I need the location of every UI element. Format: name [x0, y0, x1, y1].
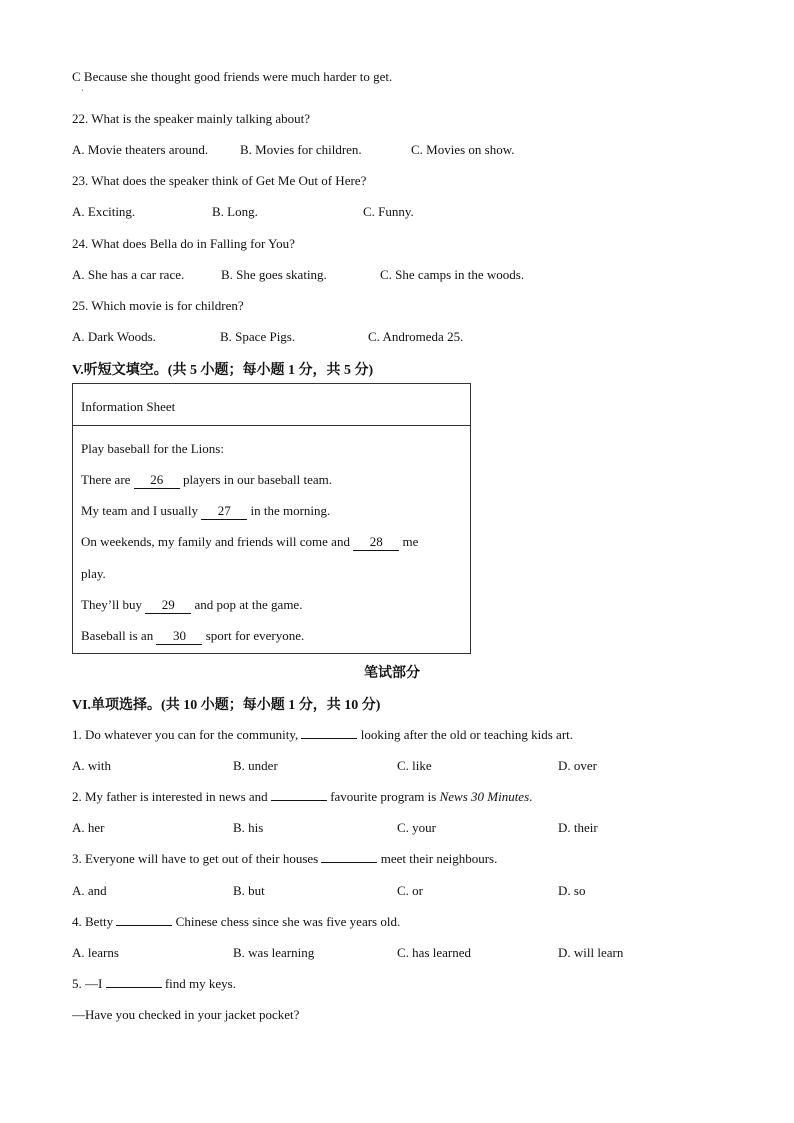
blank-27[interactable]: 27	[201, 503, 247, 520]
mc4-option-a: A. learns	[72, 945, 119, 960]
mc4-option-b: B. was learning	[233, 945, 315, 960]
blank-30[interactable]: 30	[156, 628, 202, 645]
mc4-option-c: C. has learned	[397, 945, 472, 960]
section-vi-heading: VI.单项选择。(共 10 小题；每小题 1 分，共 10 分)	[72, 698, 381, 713]
q24-option-b: B. She goes skating.	[221, 267, 327, 282]
mc3-option-a: A. and	[72, 883, 107, 898]
program-title: News 30 Minutes	[439, 789, 530, 804]
q22-option-b: B. Movies for children.	[240, 142, 362, 157]
q21-option-c: C Because she thought good friends were much harder to get.	[72, 69, 393, 84]
sheet-line-29: They’ll buy 29 and pop at the game.	[81, 597, 303, 612]
q25-question: 25. Which movie is for children?	[72, 298, 244, 313]
mc1-option-d: D. over	[558, 758, 597, 773]
mc1-option-b: B. under	[233, 758, 278, 773]
blank-29[interactable]: 29	[145, 597, 191, 614]
sheet-line-28-cont: play.	[81, 566, 106, 581]
q25-option-c: C. Andromeda 25.	[368, 329, 464, 344]
information-sheet	[72, 383, 471, 654]
blank-26[interactable]: 26	[134, 472, 180, 489]
mc5-question: 5. —I find my keys.	[72, 976, 236, 991]
mc3-option-d: D. so	[558, 883, 586, 898]
q22-question: 22. What is the speaker mainly talking about?	[72, 111, 311, 126]
q22-option-a: A. Movie theaters around.	[72, 142, 209, 157]
q24-option-a: A. She has a car race.	[72, 267, 185, 282]
written-part-heading: 笔试部分	[364, 666, 420, 681]
section-v-heading: V.听短文填空。(共 5 小题；每小题 1 分，共 5 分)	[72, 363, 374, 378]
mc3-option-b: B. but	[233, 883, 265, 898]
mc2-blank[interactable]	[271, 800, 327, 801]
mc2-option-c: C. your	[397, 820, 436, 835]
mc5-reply: —Have you checked in your jacket pocket?	[72, 1007, 300, 1022]
mc5-blank[interactable]	[106, 987, 162, 988]
q25-option-b: B. Space Pigs.	[220, 329, 296, 344]
mc2-option-d: D. their	[558, 820, 598, 835]
q23-option-a: A. Exciting.	[72, 204, 136, 219]
stray-mark: ·	[81, 86, 84, 95]
mc3-option-c: C. or	[397, 883, 423, 898]
q23-option-c: C. Funny.	[363, 204, 414, 219]
mc4-blank[interactable]	[116, 925, 172, 926]
mc1-option-a: A. with	[72, 758, 111, 773]
mc2-option-b: B. his	[233, 820, 264, 835]
sheet-line-26: There are 26 players in our baseball team.	[81, 472, 333, 487]
mc3-blank[interactable]	[321, 862, 377, 863]
q24-question: 24. What does Bella do in Falling for You?	[72, 236, 295, 251]
q22-option-c: C. Movies on show.	[411, 142, 515, 157]
mc2-option-a: A. her	[72, 820, 105, 835]
mc4-option-d: D. will learn	[558, 945, 624, 960]
mc1-question: 1. Do whatever you can for the community, looking after the old or teaching kids art.	[72, 727, 574, 742]
q24-option-c: C. She camps in the woods.	[380, 267, 525, 282]
mc1-option-c: C. like	[397, 758, 432, 773]
mc3-question: 3. Everyone will have to get out of their houses meet their neighbours.	[72, 851, 498, 866]
sheet-intro: Play baseball for the Lions:	[81, 441, 224, 456]
blank-28[interactable]: 28	[353, 534, 399, 551]
q25-option-a: A. Dark Woods.	[72, 329, 156, 344]
q23-question: 23. What does the speaker think of Get Me Out of Here?	[72, 173, 367, 188]
information-sheet-header	[73, 384, 470, 426]
mc1-blank[interactable]	[301, 738, 357, 739]
sheet-line-27: My team and I usually 27 in the morning.	[81, 503, 331, 518]
sheet-line-28: On weekends, my family and friends will come and 28 me	[81, 534, 419, 549]
mc2-question: 2. My father is interested in news and favourite program is News 30 Minutes.	[72, 789, 533, 804]
q23-option-b: B. Long.	[212, 204, 258, 219]
sheet-line-30: Baseball is an 30 sport for everyone.	[81, 628, 305, 643]
information-sheet-title: Information Sheet	[81, 399, 176, 414]
mc4-question: 4. Betty Chinese chess since she was five years old.	[72, 914, 401, 929]
